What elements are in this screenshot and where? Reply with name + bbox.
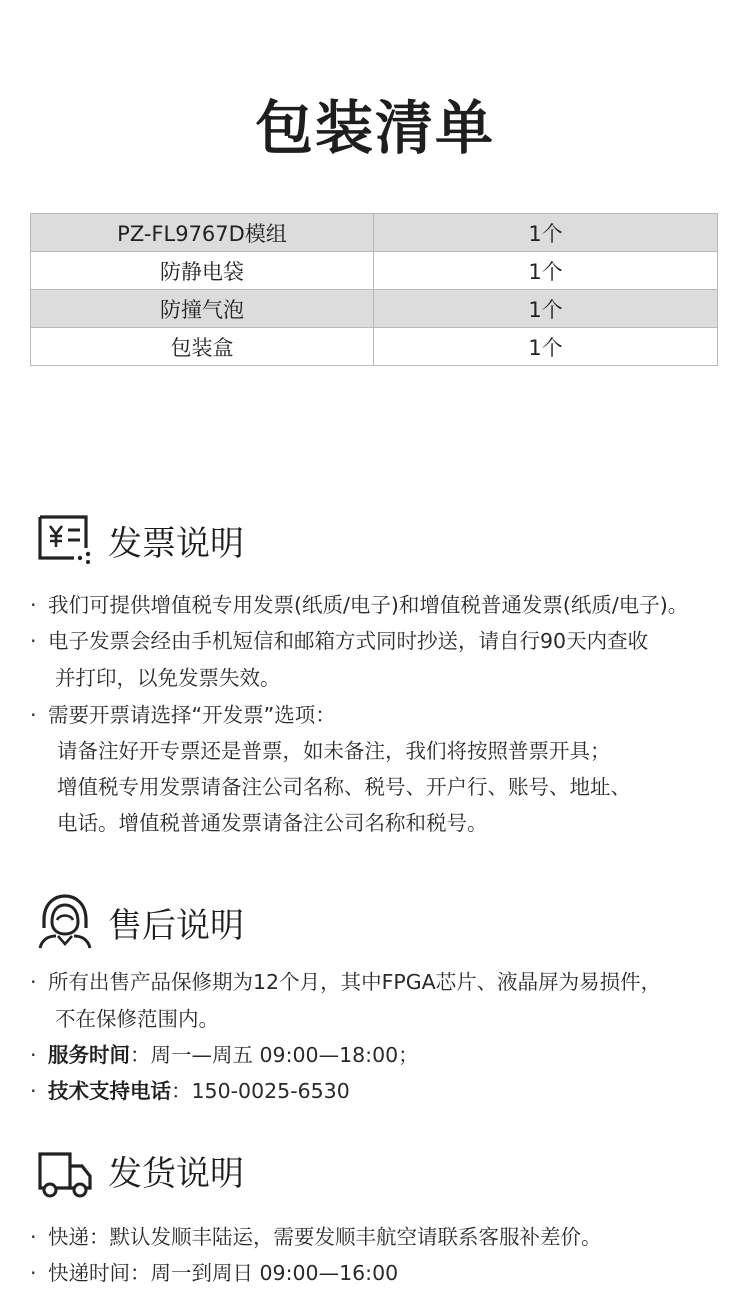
bullet: · [30, 1079, 37, 1103]
packing-list-table [30, 213, 718, 366]
invoice-text: 并打印，以免发票失效。 [55, 666, 281, 690]
aftersale-heading: 售后说明 [108, 906, 244, 946]
invoice-line [30, 590, 740, 620]
item-quantity: 1个 [374, 214, 718, 252]
invoice-line [30, 700, 740, 730]
bullet: · [30, 703, 37, 727]
invoice-text: 电子发票会经由手机短信和邮箱方式同时抄送，请自行90天内查收 [48, 629, 649, 653]
bullet: · [30, 970, 37, 994]
table-row [31, 214, 718, 252]
table-row [31, 252, 718, 290]
invoice-heading: 发票说明 [108, 524, 244, 564]
shipping-text: 快递：默认发顺丰陆运，需要发顺丰航空请联系客服补差价。 [48, 1225, 602, 1249]
item-name: PZ-FL9767D模组 [31, 214, 374, 252]
support-phone-value: ：150-0025-6530 [171, 1079, 350, 1103]
service-time-label: 服务时间 [48, 1043, 130, 1067]
bullet: · [30, 1261, 37, 1285]
aftersale-line [30, 967, 740, 997]
item-quantity: 1个 [374, 290, 718, 328]
item-quantity: 1个 [374, 252, 718, 290]
shipping-text: 快递时间：周一到周日 09:00—16:00 [48, 1261, 399, 1285]
customer-service-icon [36, 892, 94, 950]
invoice-text: 请备注好开专票还是普票，如未备注，我们将按照普票开具； [57, 739, 611, 763]
table-row [31, 290, 718, 328]
item-name: 包装盒 [31, 328, 374, 366]
aftersale-text: 所有出售产品保修期为12个月，其中FPGA芯片、液晶屏为易损件， [48, 970, 662, 994]
invoice-line [30, 626, 740, 656]
invoice-text: 需要开票请选择“开发票”选项： [48, 703, 336, 727]
shipping-heading: 发货说明 [108, 1154, 244, 1194]
bullet: · [30, 1225, 37, 1249]
invoice-text: 电话。增值税普通发票请备注公司名称和税号。 [57, 811, 488, 835]
page-title: 包装清单 [254, 94, 495, 162]
aftersale-line [30, 1040, 740, 1070]
invoice-text: 我们可提供增值税专用发票(纸质/电子)和增值税普通发票(纸质/电子)。 [48, 593, 689, 617]
item-name: 防静电袋 [31, 252, 374, 290]
support-phone-label: 技术支持电话 [48, 1079, 171, 1103]
bullet: · [30, 593, 37, 617]
table-row [31, 328, 718, 366]
bullet: · [30, 629, 37, 653]
shipping-line [30, 1258, 740, 1288]
shipping-line [30, 1222, 740, 1252]
service-time-value: ：周一—周五 09:00—18:00； [130, 1043, 419, 1067]
invoice-icon [36, 514, 94, 564]
aftersale-text: 不在保修范围内。 [55, 1007, 219, 1031]
delivery-truck-icon [36, 1148, 96, 1200]
aftersale-line [30, 1076, 740, 1106]
invoice-text: 增值税专用发票请备注公司名称、税号、开户行、账号、地址、 [57, 775, 631, 799]
bullet: · [30, 1043, 37, 1067]
item-quantity: 1个 [374, 328, 718, 366]
item-name: 防撞气泡 [31, 290, 374, 328]
